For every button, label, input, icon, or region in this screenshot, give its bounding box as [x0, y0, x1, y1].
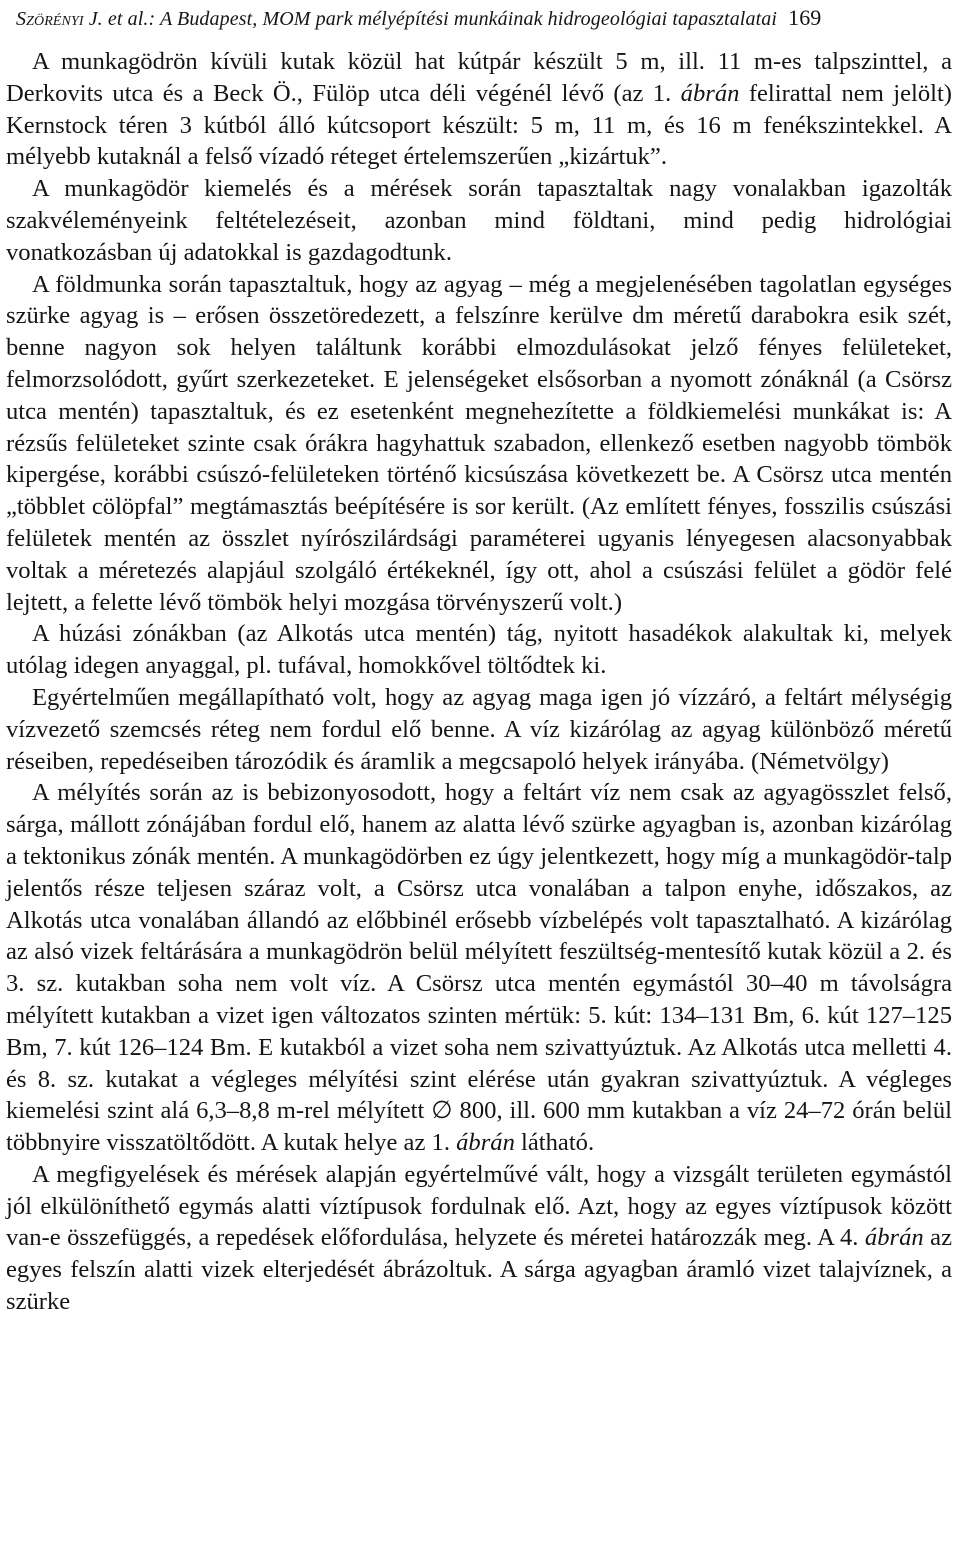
paragraph-5: Egyértelműen megállapítható volt, hogy az agyag maga igen jó vízzáró, a feltárt mélységig vízvezető szemcsés réteg nem fordul elő benne. A víz kizárólag az agyag különböző méretű réseiben, repedéseiben tározódik és áramlik a megcsapoló helyek irányába. (Németvölgy): [6, 683, 952, 775]
header-title: J. et al.: A Budapest, MOM park mélyépítési munkáinak hidrogeológiai tapasztalatai: [83, 8, 777, 30]
paragraph-3: A földmunka során tapasztaltuk, hogy az agyag – még a megjelenésében tagolatlan egységes szürke agyag is – erősen összetöredezett, a felszínre kerülve dm méretű darabokra esik szét, benne nagyon sok helyen találtunk korábbi elmozdulásokat jelző fényes felületeket, felmorzsolódott, gyűrt szerkezeteket. E jelenségeket elsősorban a nyomott zónáknál (a Csörsz utca mentén) tapasztaltuk, és ez esetenként megnehezítette a földkiemelési munkákat is: A rézsűs felületeket szinte csak órákra hagyhattuk szabadon, ellenkező esetben nagyobb tömbök kipergése, korábbi csúszó-felületeken történő kicsúszása következett be. A Csörsz utca mentén „többlet cölöpfal” megtámasztás beépítésére is sor került. (Az említett fényes, fosszilis csúszási felületek mentén az összlet nyírószilárdsági paraméterei ugyanis lényegesen alacsonyabbak voltak a méretezés alapjául szolgáló értékeknél, így ott, ahol a csúszási felület a gödör felé lejtett, a felette lévő tömbök helyi mozgása törvényszerű volt.): [6, 270, 952, 616]
paragraph-1: [6, 46, 952, 173]
paragraph-text: látható.: [514, 1129, 595, 1157]
paragraph-2: A munkagödör kiemelés és a mérések során tapasztaltak nagy vonalakban igazolták szakvéleményeink feltételezéseit, azonban mind földtani, mind pedig hidrológiai vonatkozásban új adatokkal is gazdagodtunk.: [6, 175, 952, 266]
paragraph-text: felirattal nem jelölt) Kernstock téren 3 kútból álló kútcsoport készült: 5 m, 11 m, és 16 m fenékszintekkel. A mélyebb kutaknál a felső vízadó réteget értelemszerűen „kizártuk”.: [6, 79, 952, 171]
header-author: Szörényi: [16, 8, 84, 30]
paragraph-text: az egyes felszín alatti vizek elterjedését ábrázoltuk. A sárga agyagban áramló vizet talajvíznek, a szürke: [6, 1224, 952, 1316]
figure-reference: ábrán: [680, 79, 740, 107]
running-header: [16, 4, 952, 32]
figure-reference: ábrán: [864, 1224, 924, 1252]
paragraph-7: [6, 1159, 952, 1318]
paragraph-text: A megfigyelések és mérések alapján egyértelművé vált, hogy a vizsgált területen egymástól jól elkülöníthető egymás alatti víztípusok fordulnak elő. Azt, hogy az egyes víztípusok között van-e összefüggés, a repedések előfordulása, helyzete és méretei határozzák meg. A 4.: [6, 1160, 952, 1252]
page-number: 169: [788, 5, 822, 30]
paragraph-6: [6, 777, 952, 1159]
paragraph-text: A mélyítés során az is bebizonyosodott, hogy a feltárt víz nem csak az agyagösszlet felső, sárga, mállott zónájában fordul elő, hanem az alatta lévő szürke agyagban is, azonban kizárólag a tektonikus zónák mentén. A munkagödörben ez úgy jelentkezett, hogy míg a munkagödör-talp jelentős része teljesen száraz volt, a Csörsz utca vonalában a talpon enyhe, időszakos, az Alkotás utca vonalában állandó az előbbinél erősebb vízbelépés volt tapasztalható. A kizárólag az alsó vizek feltárására a munkagödrön belül mélyített feszültség-mentesítő kutak közül a 2. és 3. sz. kutakban soha nem volt víz. A Csörsz utca mentén egymástól 30–40 m távolságra mélyített kutakban a vizet igen változatos szinten mértük: 5. kút: 134–131 Bm, 6. kút 127–125 Bm, 7. kút 126–124 Bm. E kutakból a vizet soha nem szivattyúztuk. Az Alkotás utca melletti 4. és 8. sz. kutakat a végleges mélyítési szint elérése után gyakran szivattyúztuk. A végleges kiemelési szint alá 6,3–8,8 m-rel mélyített ∅ 800, ill. 600 mm kutakban a víz 24–72 órán belül többnyire visszatöltődött. A kutak helye az 1.: [6, 779, 952, 1157]
paragraph-text: A munkagödrön kívüli kutak közül hat kútpár készült 5 m, ill. 11 m-es talpszinttel, a Derkovits utca és a Beck Ö., Fülöp utca déli végénél lévő (az 1.: [6, 48, 952, 107]
body-text: [6, 46, 952, 1318]
paragraph-4: A húzási zónákban (az Alkotás utca mentén) tág, nyitott hasadékok alakultak ki, melyek utólag idegen anyaggal, pl. tufával, homokkővel töltődtek ki.: [6, 620, 952, 680]
figure-reference: ábrán: [456, 1129, 515, 1157]
